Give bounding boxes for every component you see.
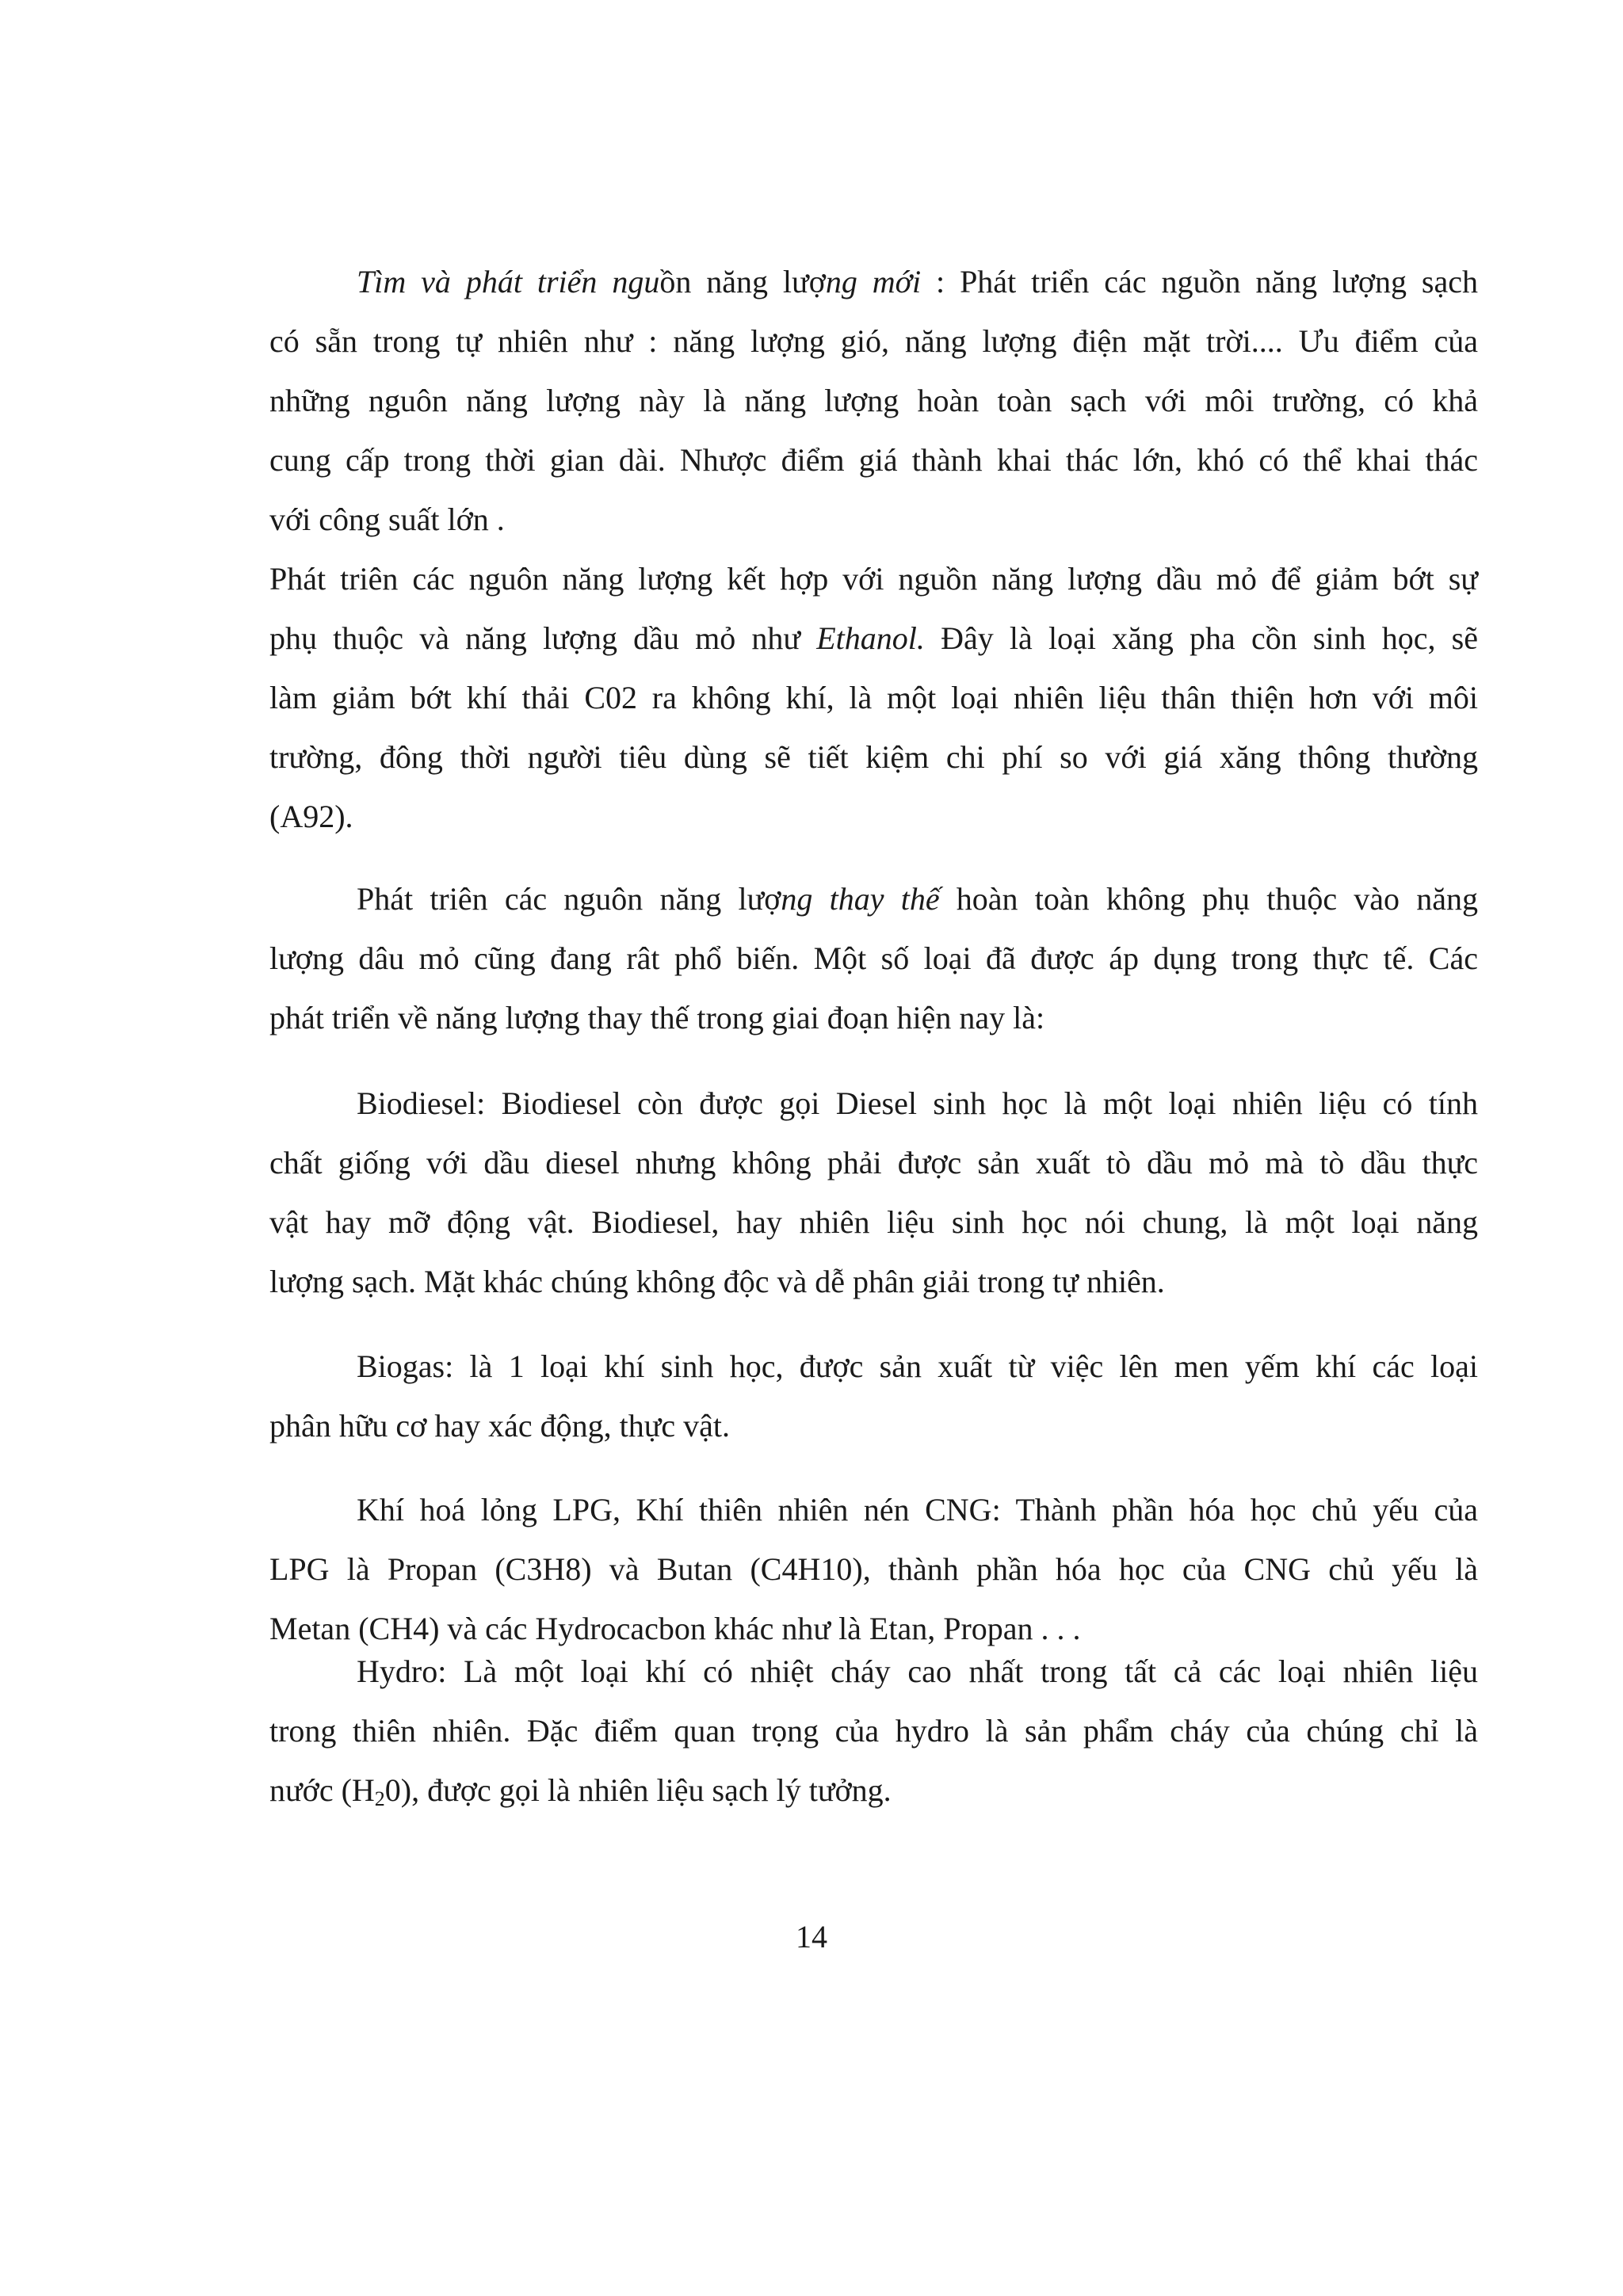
text-line: trường, đông thời người tiêu dùng sẽ tiết kiệm chi phí so với giá xăng thông thường (269, 739, 1478, 775)
page-number: 14 (796, 1919, 827, 1955)
text-line: chất giống với dầu diesel nhưng không phải được sản xuất tò dầu mỏ mà tò dầu thực (269, 1145, 1478, 1180)
text-line: Biogas: là 1 loại khí sinh học, được sản xuất từ việc lên men yếm khí các loại (357, 1348, 1478, 1384)
text-line: với công suất lớn . (269, 502, 505, 537)
text-line: Phát triên các nguôn năng lượng thay thế hoàn toàn không phụ thuộc vào năng (357, 881, 1479, 917)
text-line: phát triển về năng lượng thay thế trong giai đoạn hiện nay là: (269, 1000, 1045, 1035)
text-line: phân hữu cơ hay xác động, thực vật. (269, 1408, 731, 1444)
text-line: vật hay mỡ động vật. Biodiesel, hay nhiên liệu sinh học nói chung, là một loại năng (269, 1204, 1478, 1240)
text-line: Hydro: Là một loại khí có nhiệt cháy cao nhất trong tất cả các loại nhiên liệu (357, 1653, 1478, 1689)
text-line: Biodiesel: Biodiesel còn được gọi Diesel sinh học là một loại nhiên liệu có tính (357, 1085, 1478, 1121)
paragraph-new-energy (269, 252, 1478, 549)
text-line: LPG là Propan (C3H8) và Butan (C4H10), thành phần hóa học của CNG chủ yếu là (269, 1551, 1478, 1587)
text-line: Phát triên các nguôn năng lượng kết hợp với nguồn năng lượng dầu mỏ để giảm bớt sự (269, 561, 1478, 597)
text-line: Metan (CH4) và các Hydrocacbon khác như là Etan, Propan . . . (269, 1611, 1081, 1646)
paragraph-hydro (269, 1642, 1478, 1820)
text-line: làm giảm bớt khí thải C02 ra không khí, là một loại nhiên liệu thân thiện hơn với môi (269, 680, 1478, 715)
paragraph-biogas (269, 1337, 1478, 1455)
text-line: (A92). (269, 799, 353, 834)
paragraph-biodiesel (269, 1074, 1478, 1311)
text-line: những nguôn năng lượng này là năng lượng hoàn toàn sạch với môi trường, có khả (269, 383, 1478, 418)
text-line: cung cấp trong thời gian dài. Nhược điểm giá thành khai thác lớn, khó có thể khai thác (269, 442, 1478, 478)
text-line: Tìm và phát triển nguồn năng lượng mới : Phát triển các nguồn năng lượng sạch (357, 264, 1478, 299)
text-line: lượng sạch. Mặt khác chúng không độc và dễ phân giải trong tự nhiên. (269, 1264, 1165, 1299)
text-line: phụ thuộc và năng lượng dầu mỏ như Ethanol. Đây là loại xăng pha cồn sinh học, sẽ (269, 620, 1478, 656)
paragraph-alternative-energy (269, 869, 1478, 1047)
text-line: Khí hoá lỏng LPG, Khí thiên nhiên nén CNG: Thành phần hóa học chủ yếu của (357, 1492, 1478, 1527)
paragraph-lpg-cng (269, 1480, 1478, 1658)
text-line: có sẵn trong tự nhiên như : năng lượng gió, năng lượng điện mặt trời.... Ưu điểm của (269, 323, 1478, 359)
text-line: lượng dâu mỏ cũng đang rât phổ biến. Một số loại đã được áp dụng trong thực tế. Các (269, 940, 1478, 976)
paragraph-combined-energy (269, 549, 1478, 846)
text-line: nước $(H_20)$, được gọi là nhiên liệu sạch lý tưởng. (269, 1772, 892, 1810)
text-line: trong thiên nhiên. Đặc điểm quan trọng của hydro là sản phẩm cháy của chúng chỉ là (269, 1713, 1478, 1749)
